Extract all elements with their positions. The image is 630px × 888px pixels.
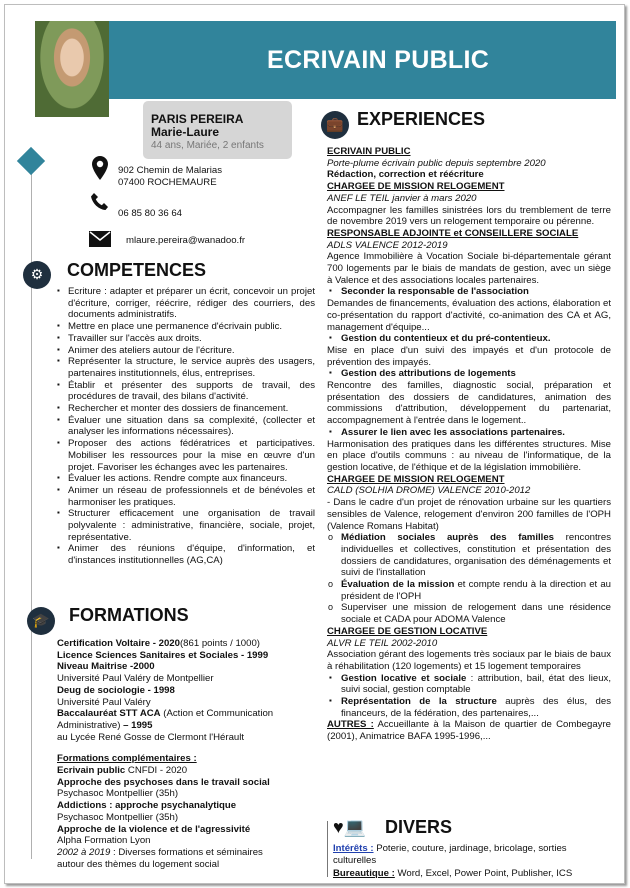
interests-list: Poterie, couture, jardinage, bricolage, sorties culturelles	[333, 843, 567, 866]
other-experience	[327, 719, 611, 742]
list-item: ▪ Mettre en place une permanence d'écrivain public.	[57, 321, 315, 333]
job-description: - Dans le cadre d'un projet de rénovation urbaine sur les quartiers sensibles de Valence, relogement d'environ 200 familles de l'OPH (Valence Romans Habitat)	[327, 497, 611, 532]
address-line2: 07400 ROCHEMAURE	[118, 177, 217, 188]
task-heading: ▪ Gestion du contentieux et du pré-contentieux.	[327, 333, 611, 345]
task-item	[327, 532, 611, 579]
formation-name: Approche de la violence et de l'agressivité	[57, 823, 251, 835]
formation-year: – 1995	[120, 719, 153, 731]
formations-title: FORMATIONS	[69, 605, 189, 625]
divers-vertical-line	[327, 821, 328, 877]
envelope-icon	[89, 231, 111, 251]
competences-list	[57, 286, 315, 567]
divers-section	[333, 843, 595, 880]
task-heading: Gestion locative et sociale	[341, 672, 467, 684]
competences-section	[57, 286, 315, 567]
profile-photo	[35, 21, 109, 117]
formation-detail: (861 points / 1000)	[179, 638, 260, 649]
task-item	[327, 673, 611, 696]
formation-detail: autour des thèmes du logement social	[57, 858, 220, 870]
cv-page	[4, 4, 625, 884]
task-description: Harmonisation des pratiques dans les différentes structures. Mise en place d'outils communs : au niveau de l'informatique, de la gestion locative, de l'éthique et de la législation immobilière.	[327, 438, 611, 473]
formations-section	[57, 638, 307, 870]
email-address[interactable]: mlaure.pereira@wanadoo.fr	[126, 235, 246, 246]
task-heading: Évaluation de la mission	[341, 579, 455, 591]
formation-detail: Psychasoc Montpellier (35h)	[57, 788, 179, 800]
list-item: ▪ Établir et présenter des supports de travail, des procédures de travail, des bilans d'activité.	[57, 380, 315, 403]
formation-name: Licence Sciences Sanitaires et Sociales - 1999	[57, 649, 269, 661]
formation-name: Addictions : approche psychanalytique	[57, 800, 237, 812]
task-heading: ▪ Assurer le lien avec les associations partenaires.	[327, 427, 611, 439]
experiences-section	[327, 146, 611, 743]
list-item: ▪ Ecriture : adapter et préparer un écrit, concevoir un projet d'écriture, corriger, réécrire, rédiger des courriers, des documents administratifs.	[57, 286, 315, 321]
job-title: CHARGEE DE MISSION RELOGEMENT	[327, 181, 505, 193]
job-subtitle: ALVR LE TEIL 2002-2010	[327, 637, 438, 649]
formation-name: Deug de sociologie - 1998	[57, 684, 175, 696]
job-title: CHARGEE DE MISSION RELOGEMENT	[327, 473, 505, 485]
list-item: ▪ Travailler sur l'accès aux droits.	[57, 333, 315, 345]
task-description: Mise en place d'un suivi des impayés et d'un protocole de prévention des impayés.	[327, 344, 611, 368]
formation-detail: (Action et Communication	[160, 708, 274, 720]
task-heading: ▪ Gestion des attributions de logements	[327, 368, 611, 380]
formation-name: Ecrivain public	[57, 765, 126, 777]
job-detail: Rédaction, correction et réécriture	[327, 169, 484, 181]
task-description: et compte rendu à la direction et au président de l'OPH	[341, 579, 612, 602]
task-description: rencontres individuelles et collectives, constitution et présentation des dossiers de candidatures, organisation des déménagements et suivi de l'installation	[341, 532, 611, 579]
formation-detail: Psychasoc Montpellier (35h)	[57, 811, 179, 823]
task-heading: ▪ Seconder la responsable de l'association	[327, 286, 611, 298]
task-item	[327, 579, 611, 602]
list-item: ▪ Représenter la structure, le service auprès des usagers, partenaires institutionnels, élus, entreprises.	[57, 356, 315, 379]
job-subtitle: CALD (SOLHIA DROME) VALENCE 2010-2012	[327, 485, 531, 497]
phone-number[interactable]: 06 85 80 36 64	[118, 208, 183, 219]
job-title: ECRIVAIN PUBLIC	[327, 146, 411, 157]
location-pin-icon	[89, 155, 111, 185]
diamond-marker-icon	[17, 147, 45, 175]
formation-detail: : Diverses formations et séminaires	[110, 846, 263, 858]
list-item: ▪ Évaluer les actions. Rendre compte aux financeurs.	[57, 473, 315, 485]
job-subtitle: ANEF LE TEIL janvier à mars 2020	[327, 192, 477, 204]
formation-name: Approche des psychoses dans le travail social	[57, 776, 270, 788]
job-title: RESPONSABLE ADJOINTE et CONSEILLERE SOCIALE	[327, 227, 579, 239]
list-item: ▪ Proposer des actions fédératrices et participatives. Mobiliser les ressources pour la mise en œuvre d'un projet. Favoriser les échanges avec les partenaires.	[57, 438, 315, 473]
list-item: ▪ Évaluer une situation dans sa complexité, (collecter et analyser les informations nécessaires).	[57, 415, 315, 438]
last-name: PARIS PEREIRA	[151, 112, 244, 126]
phone-icon	[89, 191, 111, 217]
task-description: : attribution, bail, état des lieux, suivi social, gestion comptable	[341, 672, 611, 696]
office-list: Word, Excel, Power Point, Publisher, ICS	[394, 868, 573, 880]
formation-detail: au Lycée René Gosse de Clermont l'Hérault	[57, 731, 245, 743]
task-description: Superviser une mission de relogement dans une résidence sociale et CADA pour ADOMA Valence	[341, 602, 611, 626]
list-item: ▪ Rechercher et monter des dossiers de financement.	[57, 403, 315, 415]
job-title: CHARGEE DE GESTION LOCATIVE	[327, 625, 488, 637]
list-item: ▪ Animer des ateliers autour de l'écriture.	[57, 345, 315, 357]
formation-years: 2002 à 2019	[57, 846, 111, 858]
office-heading: Bureautique :	[333, 868, 395, 880]
task-heading: Représentation de la structure	[341, 696, 497, 708]
formation-detail: Université Paul Valéry de Montpellier	[57, 673, 214, 685]
header-banner	[35, 21, 616, 99]
divers-title: DIVERS	[385, 817, 453, 837]
other-description: Accueillante à la Maison de quartier de Combegayre (2001), Animatrice BAFA 1995-1996,...	[327, 719, 611, 743]
page-title: ECRIVAIN PUBLIC	[267, 46, 490, 74]
formation-detail: Administrative)	[57, 719, 121, 731]
heart-laptop-icon: ♥💻	[333, 817, 367, 837]
list-item: ▪ Animer un réseau de professionnels et de bénévoles et harmoniser les pratiques.	[57, 485, 315, 508]
graduation-cap-icon: 🎓	[27, 607, 55, 635]
job-description: Association gérant des logements très sociaux par le biais de baux à réhabilitation (120 logements) et 15 logement temporaires	[327, 649, 611, 672]
job-description: Agence Immobilière à Vocation Sociale bi-départementale gérant 700 logements par le biais de mandats de gestion, avec un siège à Valence et des associations locales partenaires.	[327, 251, 611, 286]
task-heading: Médiation sociales auprès des familles	[341, 532, 554, 544]
formation-detail: Université Paul Valéry	[57, 696, 151, 708]
identity-box	[143, 101, 292, 159]
task-description: Demandes de financements, évaluation des actions, élaboration et co-présentation du rapport d'activité, co-animation des CA et AG, management d'équipe...	[327, 298, 611, 333]
job-subtitle: Porte-plume écrivain public depuis septembre 2020	[327, 157, 546, 169]
experiences-title: EXPERIENCES	[357, 109, 486, 129]
formation-detail: Alpha Formation Lyon	[57, 835, 151, 847]
list-item: ▪ Animer des réunions d'équipe, d'information, et d'instances institutionnelles (AG,CA)	[57, 543, 315, 566]
task-item	[327, 602, 611, 625]
formation-name: Certification Voltaire - 2020	[57, 638, 180, 649]
job-subtitle: ADLS VALENCE 2012-2019	[327, 239, 448, 251]
task-description: auprès des élus, des financeurs, de la fédération, des partenaires,...	[341, 696, 611, 719]
gear-head-icon: ⚙	[23, 261, 51, 289]
competences-title: COMPETENCES	[67, 260, 207, 280]
interests-heading: Intérêts :	[333, 843, 374, 854]
task-description: Rencontre des familles, diagnostic social, préparation et présentation des dossiers de candidatures, animation des commissions d'attribution, développement du partenariat, accompagnement à l'entrée dans le logement..	[327, 380, 611, 427]
briefcase-icon: 💼	[321, 111, 349, 139]
formation-detail: CNFDI - 2020	[125, 765, 188, 777]
job-description: Accompagner les familles sinistrées lors du tremblement de terre de novembre 2019 vers un relogement temporaire ou pérenne.	[327, 204, 611, 228]
personal-details: 44 ans, Mariée, 2 enfants	[151, 139, 264, 151]
task-item	[327, 696, 611, 719]
formation-name: Baccalauréat STT ACA	[57, 708, 161, 720]
address-line1: 902 Chemin de Malarias	[118, 165, 222, 176]
list-item: ▪ Structurer efficacement une organisation de travail polyvalente : administrative, financière, sociale, projet, représentative.	[57, 508, 315, 543]
first-name: Marie-Laure	[151, 125, 220, 140]
other-heading: AUTRES :	[327, 719, 374, 731]
formation-name: Niveau Maitrise -2000	[57, 661, 155, 673]
complementary-title: Formations complémentaires :	[57, 753, 197, 765]
